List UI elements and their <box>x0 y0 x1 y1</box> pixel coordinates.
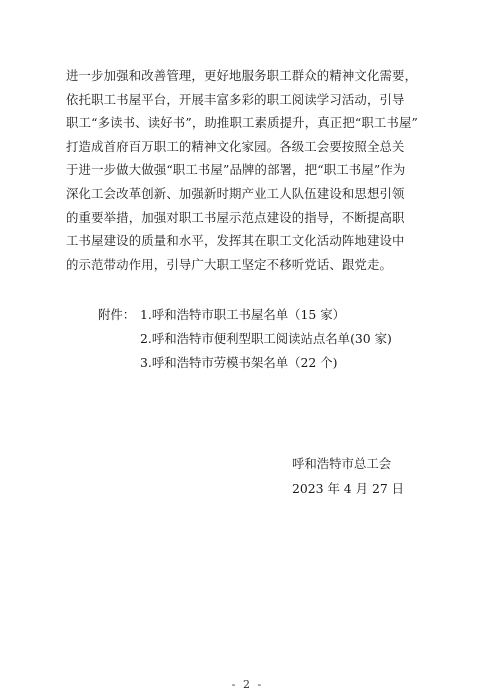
attachment-row-1 <box>98 303 428 327</box>
body-line-4: 打造成首府百万职工的精神文化家园。各级工会要按照全总关 <box>66 138 405 154</box>
attachments-list <box>98 303 428 375</box>
body-line-5: 于进一步做大做强“职工书屋”品牌的部署，把“职工书屋”作为 <box>66 162 406 178</box>
body-line-6: 深化工会改革创新、加强新时期产业工人队伍建设和思想引领 <box>66 185 405 201</box>
attachment-item-3: 3.呼和浩特市劳模书架名单（22 个) <box>140 355 338 370</box>
body-paragraph <box>66 64 436 276</box>
body-line-9: 的示范带动作用，引导广大职工坚定不移听党话、跟党走。 <box>66 256 393 272</box>
attachments-label: 附件： <box>98 307 136 322</box>
body-line-1: 进一步加强和改善管理，更好地服务职工群众的精神文化需要， <box>66 68 418 83</box>
signature-block <box>292 451 432 501</box>
body-line-3: 职工“多读书、读好书”，助推职工素质提升，真正把“职工书屋” <box>66 115 418 131</box>
page-number: - 2 - <box>231 678 264 691</box>
body-line-7: 的重要举措，加强对职工书屋示范点建设的指导，不断提高职 <box>66 209 405 225</box>
attachment-row-2 <box>98 327 428 351</box>
attachment-row-3 <box>98 351 428 375</box>
body-line-8: 工书屋建设的质量和水平，发挥其在职工文化活动阵地建设中 <box>66 233 405 249</box>
attachment-item-1: 1.呼和浩特市职工书屋名单（15 家） <box>140 307 345 322</box>
body-line-2: 依托职工书屋平台，开展丰富多彩的职工阅读学习活动，引导 <box>66 91 405 107</box>
attachment-item-2: 2.呼和浩特市便利型职工阅读站点名单(30 家) <box>140 331 392 346</box>
signature-org: 呼和浩特市总工会 <box>292 456 392 471</box>
signature-date: 2023 年 4 月 27 日 <box>292 481 405 496</box>
